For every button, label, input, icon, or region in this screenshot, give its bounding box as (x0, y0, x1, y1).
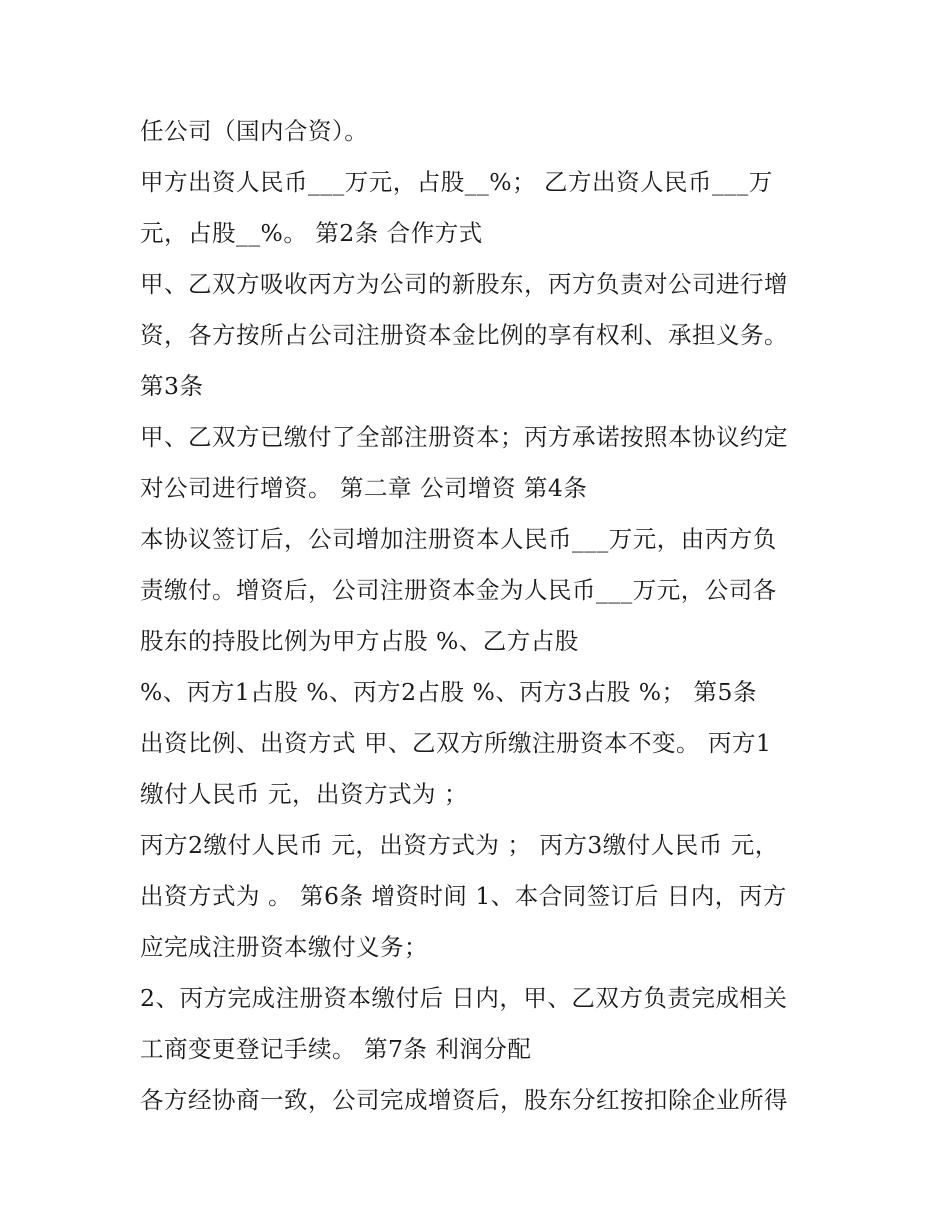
text-line: 责缴付。增资后，公司注册资本金为人民币___万元，公司各 (140, 576, 777, 604)
text-line: 各方经协商一致，公司完成增资后，股东分红按扣除企业所得 (140, 1086, 788, 1114)
text-line: 资，各方按所占公司注册资本金比例的享有权利、承担义务。 (140, 321, 788, 349)
text-line: 第3条 (140, 372, 204, 400)
text-line: 任公司（国内合资）。 (140, 117, 369, 145)
text-line: %、丙方1占股 %、丙方2占股 %、丙方3占股 %； 第5条 (140, 678, 758, 706)
text-line: 出资方式为 。 第6条 增资时间 1、本合同签订后 日内，丙方 (140, 882, 787, 910)
text-line: 本协议签订后，公司增加注册资本人民币___万元，由丙方负 (140, 525, 777, 553)
text-line: 缴付人民币 元，出资方式为 ； (140, 780, 468, 808)
text-line: 出资比例、出资方式 甲、乙双方所缴注册资本不变。 丙方1 (140, 729, 772, 757)
text-line: 丙方2缴付人民币 元，出资方式为 ； 丙方3缴付人民币 元， (140, 831, 779, 859)
text-line: 甲、乙双方已缴付了全部注册资本；丙方承诺按照本协议约定 (140, 423, 788, 451)
text-line: 甲、乙双方吸收丙方为公司的新股东，丙方负责对公司进行增 (140, 270, 788, 298)
text-line: 工商变更登记手续。 第7条 利润分配 (140, 1035, 532, 1063)
text-line: 2、丙方完成注册资本缴付后 日内，甲、乙双方负责完成相关 (140, 984, 788, 1012)
text-line: 元，占股__%。 第2条 合作方式 (140, 219, 483, 247)
text-line: 应完成注册资本缴付义务； (140, 933, 428, 961)
text-line: 股东的持股比例为甲方占股 %、乙方占股 (140, 627, 579, 655)
document-body (140, 106, 830, 1126)
text-line: 甲方出资人民币___万元，占股__%； 乙方出资人民币___万 (140, 168, 773, 196)
text-line: 对公司进行增资。 第二章 公司增资 第4条 (140, 474, 588, 502)
